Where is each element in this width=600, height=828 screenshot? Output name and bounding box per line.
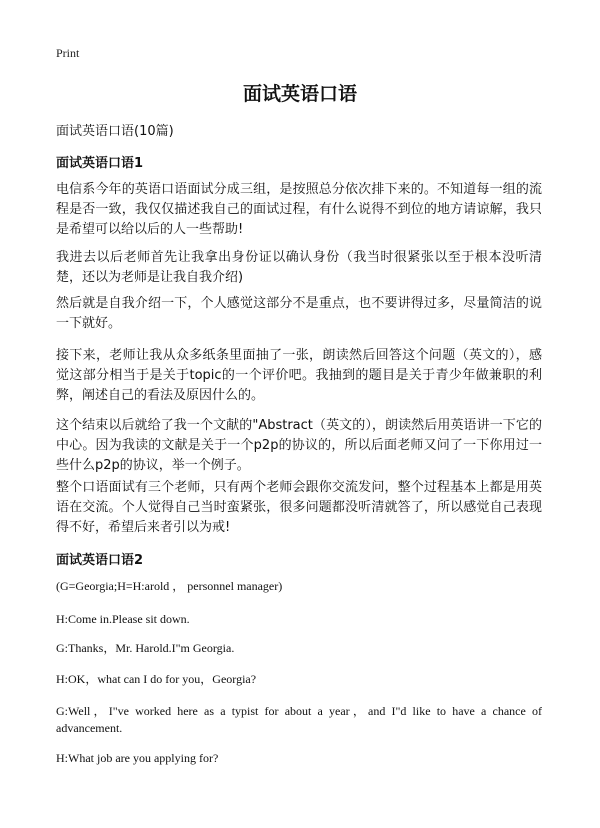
print-link[interactable]: Print <box>56 46 80 60</box>
dialogue-line: H:What job are you applying for? <box>56 751 219 765</box>
dialogue-line: H:Come in.Please sit down. <box>56 612 190 626</box>
paragraph: 然后就是自我介绍一下，个人感觉这部分不是重点，也不要讲得过多，尽量简洁的说一下就好。 <box>56 296 542 331</box>
document-subtitle: 面试英语口语(10篇) <box>56 124 174 139</box>
dialogue-line: G:Well，I"ve worked here as a typist for about a year，and I"d like to have a chance of advancement. <box>56 704 542 735</box>
dialogue-line: G:Thanks，Mr. Harold.I"m Georgia. <box>56 641 235 655</box>
paragraph: 整个口语面试有三个老师，只有两个老师会跟你交流发问，整个过程基本上都是用英语在交流。个人觉得自己当时蛮紧张，很多问题都没听清就答了，所以感觉自己表现得不好，希望后来者引以为戒! <box>56 480 542 535</box>
section-heading-2: 面试英语口语2 <box>56 553 144 568</box>
dialogue-line: (G=Georgia;H=H:arold ， personnel manager) <box>56 579 283 593</box>
paragraph: 我进去以后老师首先让我拿出身份证以确认身份（我当时很紧张以至于根本没听清楚，还以为老师是让我自我介绍) <box>56 250 542 285</box>
section-heading-1: 面试英语口语1 <box>56 156 144 171</box>
paragraph: 接下来，老师让我从众多纸条里面抽了一张，朗读然后回答这个问题（英文的），感觉这部分相当于是关于topic的一个评价吧。我抽到的题目是关于青少年做兼职的利弊，阐述自己的看法及原因什么的。 <box>56 348 542 403</box>
paragraph: 这个结束以后就给了我一个文献的"Abstract（英文的），朗读然后用英语讲一下它的中心。因为我读的文献是关于一个p2p的协议的，所以后面老师又问了一下你用过一些什么p2p的协议，举一个例子。 <box>56 418 542 473</box>
dialogue-line: H:OK，what can I do for you，Georgia? <box>56 672 257 686</box>
page-title: 面试英语口语 <box>242 83 357 105</box>
paragraph: 电信系今年的英语口语面试分成三组，是按照总分依次排下来的。不知道每一组的流程是否一致，我仅仅描述我自己的面试过程，有什么说得不到位的地方请谅解，我只是希望可以给以后的人一些帮助! <box>56 182 542 237</box>
